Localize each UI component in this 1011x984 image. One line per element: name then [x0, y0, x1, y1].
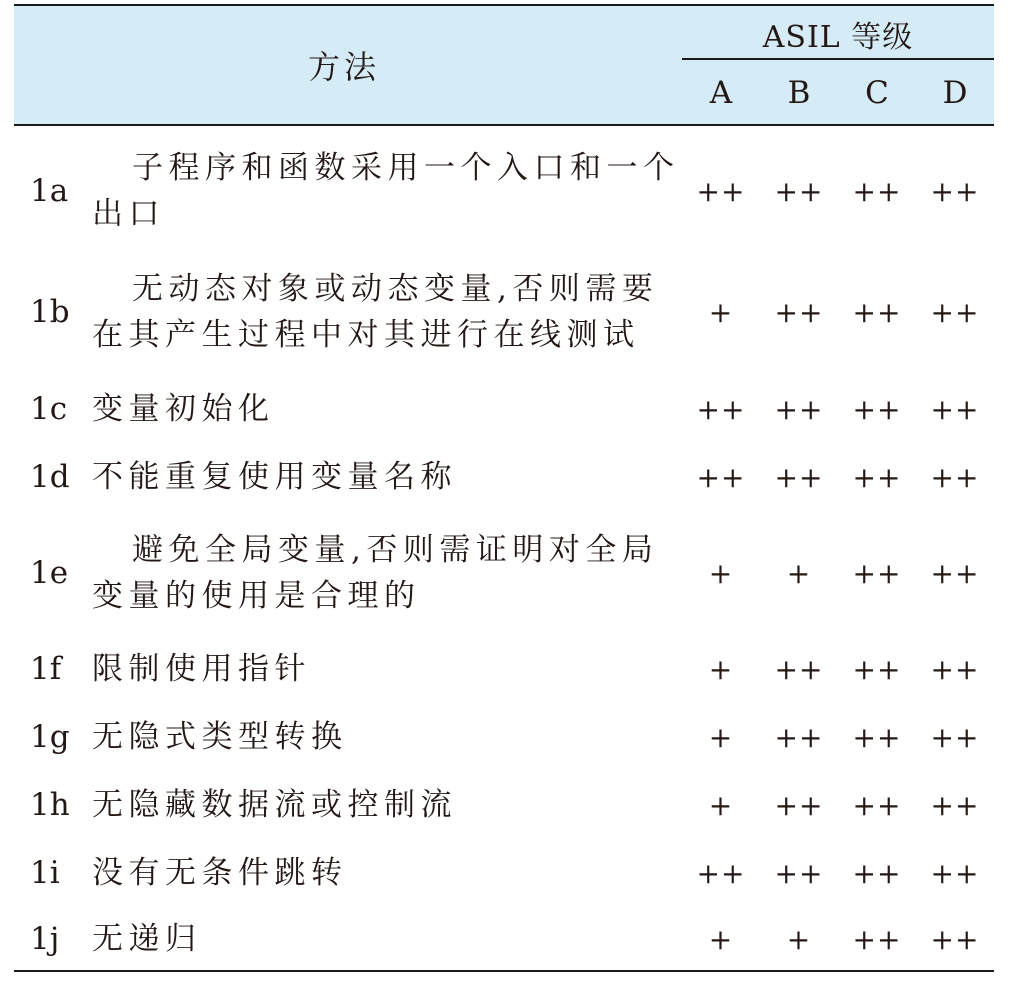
level-header-c: C: [865, 75, 889, 111]
row-method-text: 没有无条件跳转: [92, 855, 348, 891]
row-method-text-cell: [92, 908, 680, 970]
asil-rating-d: ++: [930, 652, 980, 686]
asil-rating-b: ++: [774, 720, 824, 754]
asil-rating-d: ++: [930, 788, 980, 822]
asil-rating-b: ++: [774, 460, 824, 494]
row-id: 1d: [30, 459, 70, 495]
asil-rating-c: ++: [852, 788, 902, 822]
asil-rating-d: ++: [930, 392, 980, 426]
row-method-text: 无动态对象或动态变量,否则需要在其产生过程中对其进行在线测试: [92, 271, 659, 353]
row-method-text: 无隐藏数据流或控制流: [92, 787, 457, 823]
asil-rating-c: ++: [852, 922, 902, 956]
row-method-text: 无递归: [92, 921, 202, 957]
row-id: 1h: [30, 787, 70, 823]
asil-rating-a: ++: [696, 460, 746, 494]
asil-rating-d: ++: [930, 174, 980, 208]
table-row: [14, 704, 994, 770]
asil-rating-b: +: [786, 556, 812, 590]
row-id: 1j: [30, 921, 60, 957]
asil-rating-d: ++: [930, 295, 980, 329]
asil-rating-a: +: [708, 556, 734, 590]
row-method-text-cell: [92, 512, 680, 634]
asil-level-header: ASIL 等级: [762, 20, 914, 55]
asil-rating-a: +: [708, 788, 734, 822]
asil-sub-rule: [682, 58, 994, 60]
row-method-text-cell: [92, 704, 680, 770]
asil-rating-c: ++: [852, 652, 902, 686]
asil-rating-a: ++: [696, 856, 746, 890]
row-method-text-cell: [92, 840, 680, 906]
asil-rating-a: +: [708, 652, 734, 686]
asil-rating-a: +: [708, 720, 734, 754]
row-method-text: 无隐式类型转换: [92, 719, 348, 755]
asil-rating-a: +: [708, 922, 734, 956]
row-method-text-cell: [92, 130, 680, 252]
asil-rating-c: ++: [852, 556, 902, 590]
table-row: [14, 444, 994, 510]
table-row: [14, 772, 994, 838]
level-header-d: D: [942, 75, 968, 111]
row-method-text-cell: [92, 772, 680, 838]
asil-rating-b: +: [786, 922, 812, 956]
asil-rating-d: ++: [930, 720, 980, 754]
asil-rating-a: ++: [696, 392, 746, 426]
level-header-a: A: [709, 75, 733, 111]
row-method-text: 变量初始化: [92, 391, 275, 427]
bottom-rule: [14, 970, 994, 972]
asil-rating-c: ++: [852, 295, 902, 329]
asil-rating-c: ++: [852, 460, 902, 494]
row-method-text: 子程序和函数采用一个入口和一个出口: [92, 150, 680, 232]
table-row: [14, 252, 994, 372]
asil-rating-c: ++: [852, 174, 902, 208]
asil-rating-b: ++: [774, 174, 824, 208]
asil-rating-c: ++: [852, 856, 902, 890]
asil-rating-d: ++: [930, 856, 980, 890]
asil-rating-b: ++: [774, 392, 824, 426]
table-row: [14, 512, 994, 634]
asil-rating-b: ++: [774, 295, 824, 329]
row-method-text: 不能重复使用变量名称: [92, 459, 457, 495]
table-row: [14, 908, 994, 970]
level-header-b: B: [787, 75, 811, 111]
row-method-text-cell: [92, 376, 680, 442]
asil-rating-c: ++: [852, 720, 902, 754]
table-row: [14, 376, 994, 442]
row-id: 1c: [30, 391, 68, 427]
row-id: 1f: [30, 651, 62, 687]
asil-rating-d: ++: [930, 556, 980, 590]
row-method-text: 限制使用指针: [92, 651, 311, 687]
asil-rating-a: ++: [696, 174, 746, 208]
row-id: 1b: [30, 294, 70, 330]
asil-rating-b: ++: [774, 788, 824, 822]
asil-rating-d: ++: [930, 460, 980, 494]
method-column-header: 方法: [307, 48, 380, 86]
asil-rating-b: ++: [774, 856, 824, 890]
row-id: 1g: [30, 719, 70, 755]
table-row: [14, 636, 994, 702]
row-method-text-cell: [92, 636, 680, 702]
row-id: 1i: [30, 855, 60, 891]
row-id: 1e: [30, 555, 69, 591]
row-method-text: 避免全局变量,否则需证明对全局变量的使用是合理的: [92, 532, 659, 614]
table-row: [14, 130, 994, 252]
table-row: [14, 840, 994, 906]
asil-rating-b: ++: [774, 652, 824, 686]
row-id: 1a: [30, 173, 69, 209]
header-rule: [14, 124, 994, 126]
row-method-text-cell: [92, 252, 680, 372]
asil-rating-c: ++: [852, 392, 902, 426]
asil-rating-d: ++: [930, 922, 980, 956]
asil-rating-a: +: [708, 295, 734, 329]
row-method-text-cell: [92, 444, 680, 510]
